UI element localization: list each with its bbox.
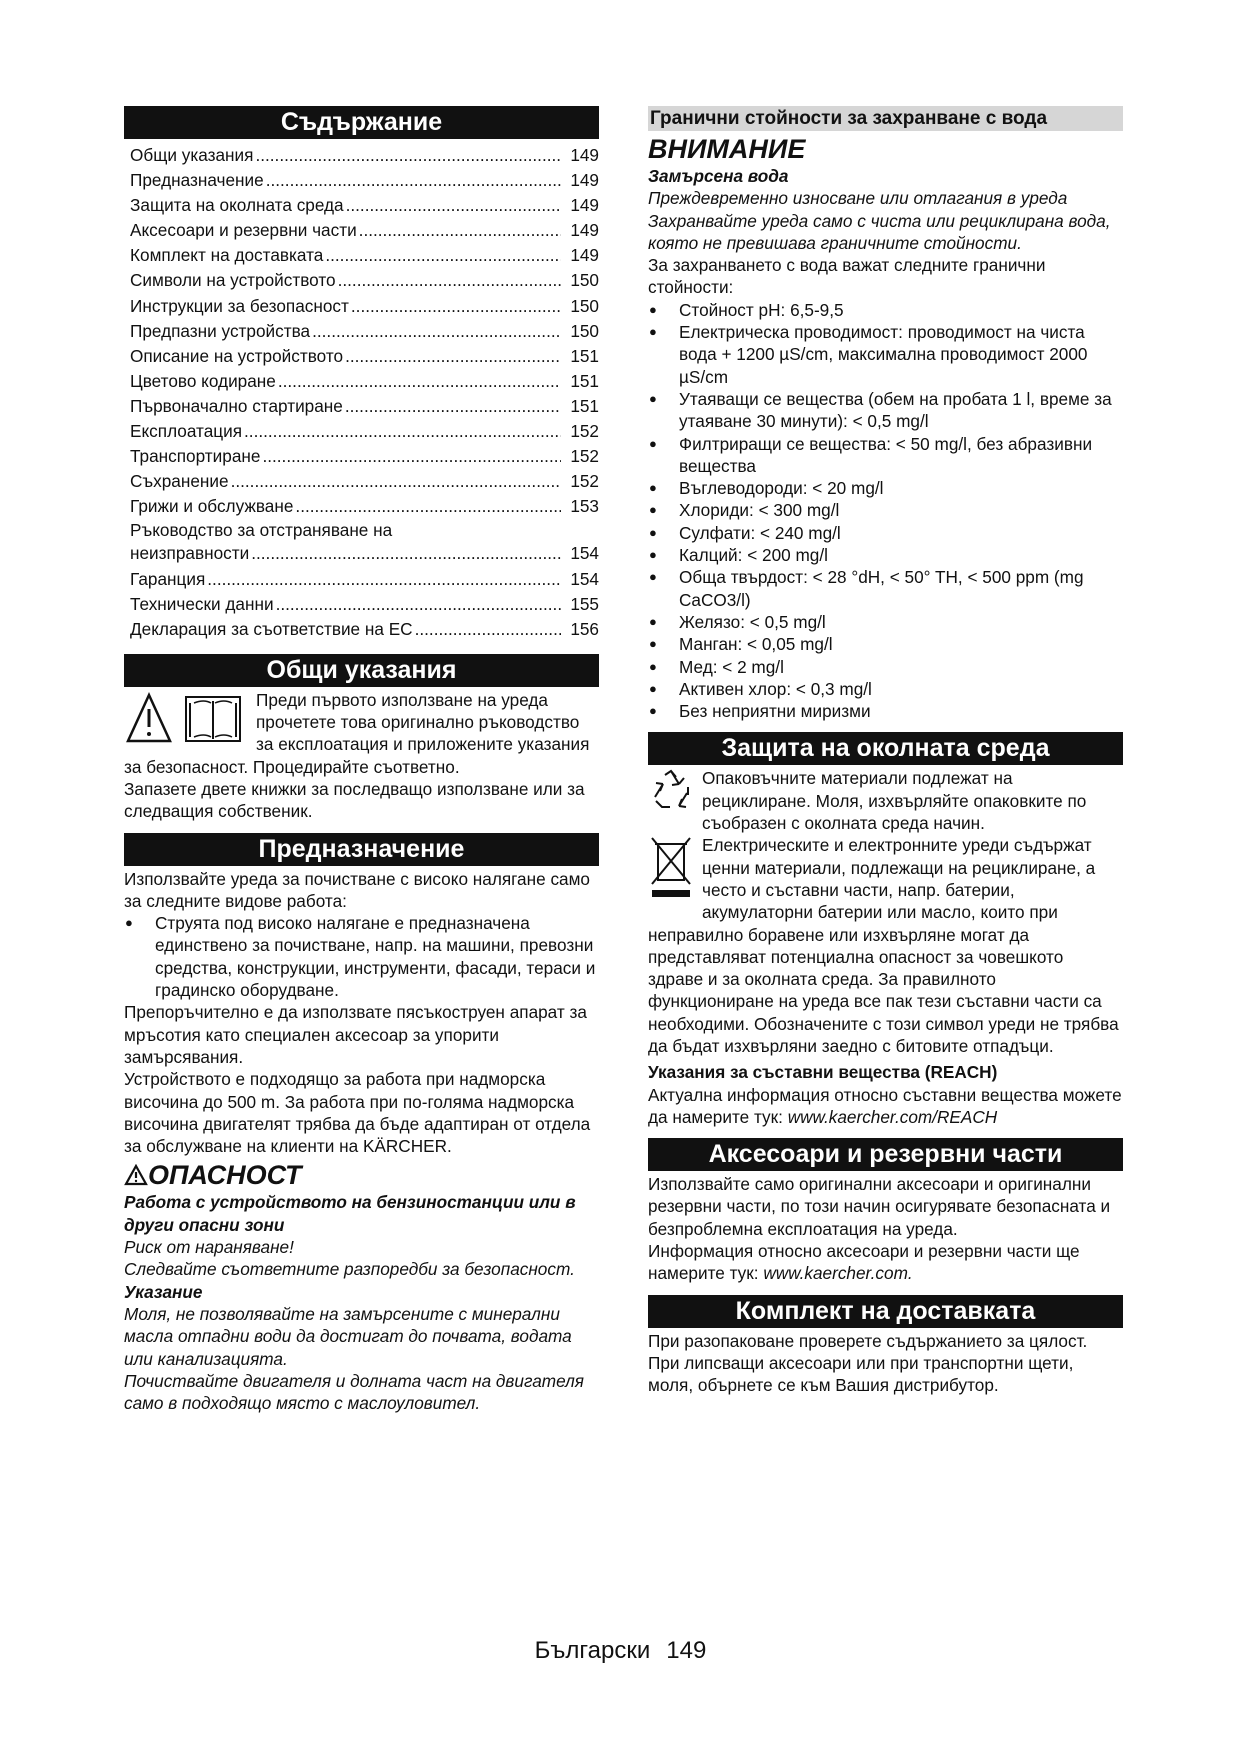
toc-entry[interactable]: Предназначение ..... 149 <box>124 168 599 193</box>
page-footer <box>0 1637 1241 1665</box>
danger-line2: Следвайте съответните разпоредби за безопасност. <box>124 1259 575 1280</box>
list-item: ● Стойност pH: 6,5-9,5 <box>648 299 1123 321</box>
toc-entry[interactable]: Инструкции за безопасност ..... 150 <box>124 294 599 319</box>
purpose-para2: Препоръчително е да използвате пясъкоструен апарат за мръсотия като специален аксесоар за упорити замърсявания. <box>124 1002 587 1067</box>
env-para2: Електрическите и електронните уреди съдържат ценни материали, подлежащи на рециклиране, а често и съставни части, напр. батерии, акумулаторни батерии или масло, които при неправилно боравене или изхвърляне могат да представляват потенциална опасност за човешкото здраве и за околната среда. За правилното функциониране на уреда все пак тези съставни части са необходими. Обозначените с този символ уреди не трябва да бъдат изхвърляни заедно с битовите отпадъци. <box>648 835 1119 1056</box>
accessories-link[interactable]: www.kaercher.com. <box>763 1263 913 1284</box>
danger-line1: Риск от нараняване! <box>124 1237 294 1258</box>
danger-heading <box>124 1159 599 1191</box>
toc-entry[interactable]: Аксесоари и резервни части ..... 149 <box>124 218 599 243</box>
delivery-title: Комплект на доставката <box>648 1295 1123 1328</box>
general-para2: Запазете двете книжки за последващо използване или за следващия собственик. <box>124 778 585 822</box>
limits-list <box>648 299 1123 723</box>
toc-entry[interactable]: Символи на устройството ..... 150 <box>124 268 599 293</box>
toc-entry[interactable]: Общи указания ..... 149 <box>124 143 599 168</box>
reach-link[interactable]: www.kaercher.com/REACH <box>787 1106 998 1127</box>
list-item: ● Мед: < 2 mg/l <box>648 656 1123 678</box>
general-para1: Преди първото използване на уреда прочетете това оригинално ръководство за експлоатация и приложените указания за безопасност. Процедирайте съответно. <box>124 689 590 777</box>
accessories-para2: Информация относно аксесоари и резервни части ще намерите тук: <box>648 1241 1080 1284</box>
toc-entry[interactable]: Първоначално стартиране ..... 151 <box>124 394 599 419</box>
toc-entry[interactable]: Описание на устройството ..... 151 <box>124 344 599 369</box>
right-column <box>648 106 1123 1397</box>
general-section <box>124 689 599 823</box>
toc-entry[interactable]: Грижи и обслужване ..... 153 <box>124 494 599 519</box>
note-line2: Почиствайте двигателя и долната част на двигателя само в подходящо място с маслоуловител. <box>124 1370 584 1414</box>
toc-list <box>124 143 599 642</box>
list-item: ● Калций: < 200 mg/l <box>648 544 1123 566</box>
accessories-paragraph2 <box>648 1240 1123 1285</box>
note-line1: Моля, не позволявайте на замърсените с минерални масла отпадни води да достигат до почвата, водата или канализацията. <box>124 1303 572 1369</box>
purpose-list <box>124 912 599 1001</box>
left-column <box>124 106 599 1414</box>
purpose-title: Предназначение <box>124 833 599 866</box>
toc-title: Съдържание <box>124 106 599 139</box>
toc-entry[interactable]: Комплект на доставката ..... 149 <box>124 243 599 268</box>
list-item: ● Активен хлор: < 0,3 mg/l <box>648 678 1123 700</box>
toc-entry[interactable]: Гаранция ..... 154 <box>124 567 599 592</box>
list-item: ● Обща твърдост: < 28 °dH, < 50° TH, < 500 ppm (mg CaCO3/l) <box>648 566 1123 611</box>
toc-entry[interactable]: Декларация за съответствие на ЕС ..... 156 <box>124 617 599 642</box>
reach-paragraph <box>648 1084 1123 1129</box>
toc-entry[interactable]: неизправности ..... 154 <box>124 541 599 566</box>
reach-text: Актуална информация относно съставни вещества можете да намерите тук: <box>648 1084 1122 1127</box>
danger-title: ОПАСНОСТ <box>148 1160 302 1191</box>
list-item: ● Без неприятни миризми <box>648 700 1123 722</box>
list-item: ● Желязо: < 0,5 mg/l <box>648 611 1123 633</box>
purpose-para3: Устройството е подходящо за работа при надморска височина до 500 m. За работа при по-голяма надморска височина двигателят трябва да бъде адаптиран от отдела за обслужване на клиенти на KÄRCHER. <box>124 1069 591 1157</box>
toc-entry[interactable]: Защита на околната среда ..... 149 <box>124 193 599 218</box>
purpose-intro: Използвайте уреда за почистване с високо налягане само за следните видове работа: <box>124 868 590 911</box>
list-item: ● Утаяващи се вещества (обем на пробата 1 l, време за утаяване 30 минути): < 0,5 mg/l <box>648 388 1123 433</box>
crossed-bin-icon <box>648 834 694 905</box>
delivery-para: При разопаковане проверете съдържанието за цялост. При липсващи аксесоари или при транспортни щети, моля, обърнете се към Вашия дистрибутор. <box>648 1330 1088 1396</box>
env-para1: Опаковъчните материали подлежат на рециклиране. Моля, изхвърляйте опаковките по съобразен с околната среда начин. <box>702 768 1087 834</box>
toc-entry[interactable]: Съхранение ..... 152 <box>124 469 599 494</box>
limits-intro: За захранването с вода важат следните гранични стойности: <box>648 255 1046 298</box>
list-item: ● Сулфати: < 240 mg/l <box>648 522 1123 544</box>
caution-subtitle: Замърсена вода <box>648 166 789 186</box>
toc-entry-troubleshoot-line1[interactable]: Ръководство за отстраняване на <box>130 520 393 541</box>
warning-triangle-icon <box>124 1164 148 1186</box>
list-item: ● Струята под високо налягане е предназначена единствено за почистване, напр. на машини, превозни средства, конструкции, инструменти, фасади, тераси и градинско оборудване. <box>124 912 599 1001</box>
footer-page-number: 149 <box>666 1637 707 1664</box>
accessories-para1: Използвайте само оригинални аксесоари и оригинални резервни части, по този начин осигурявате безопасната и безпроблемна експлоатация на уреда. <box>648 1174 1111 1239</box>
env-section <box>648 767 1123 1128</box>
toc-entry[interactable]: Технически данни ..... 155 <box>124 592 599 617</box>
list-item: ● Въглеводороди: < 20 mg/l <box>648 477 1123 499</box>
caution-text: Преждевременно износване или отлагания в уреда Захранвайте уреда само с чиста или рециклирана вода, която не превишава граничните стойности. <box>648 188 1111 253</box>
recycling-icon <box>648 767 694 816</box>
footer-language: Български <box>534 1637 651 1664</box>
toc-entry[interactable]: Транспортиране ..... 152 <box>124 444 599 469</box>
note-title: Указание <box>124 1281 203 1302</box>
accessories-title: Аксесоари и резервни части <box>648 1138 1123 1171</box>
list-item: ● Манган: < 0,05 mg/l <box>648 633 1123 655</box>
list-item: ● Филтриращи се вещества: < 50 mg/l, без абразивни вещества <box>648 433 1123 478</box>
env-title: Защита на околната среда <box>648 732 1123 765</box>
reach-title: Указания за съставни вещества (REACH) <box>648 1062 998 1083</box>
caution-title: ВНИМАНИЕ <box>648 134 806 164</box>
toc-entry[interactable]: Цветово кодиране ..... 151 <box>124 369 599 394</box>
list-item: ● Хлориди: < 300 mg/l <box>648 499 1123 521</box>
warning-manual-icons <box>124 689 248 754</box>
limits-title: Гранични стойности за захранване с вода <box>648 106 1123 131</box>
danger-subtitle: Работа с устройството на бензиностанции или в други опасни зони <box>124 1192 576 1235</box>
toc-entry[interactable]: Експлоатация ..... 152 <box>124 419 599 444</box>
general-title: Общи указания <box>124 654 599 687</box>
toc-entry[interactable]: Предпазни устройства ..... 150 <box>124 319 599 344</box>
list-item: ● Електрическа проводимост: проводимост на чиста вода + 1200 µS/cm, максимална проводимост 2000 µS/cm <box>648 321 1123 388</box>
